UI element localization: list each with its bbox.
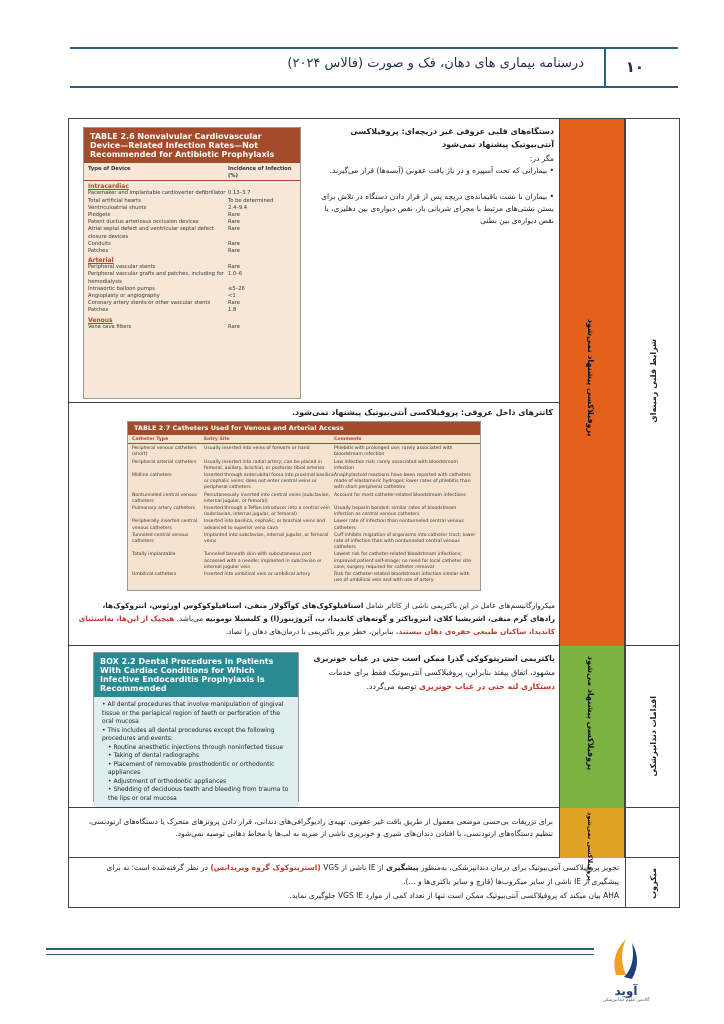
table-2-7-cell-comments: Lower rate of infection than nontunneled central venous catheters (334, 519, 464, 531)
table-2-7-row (128, 552, 480, 571)
section1-bullet-2: • بیماران با نشت باقیمانده‌ی دریچه پس از قرار دادن دستگاه در تلاش برای بستن نشتی‌های مرتبط با مجرای شریانی باز، نقص دیواره‌ی بین دهلیزی، یا نقص دیواره‌ی بین بطنی (321, 192, 554, 225)
table-2-6-cell-type: Pledgets (88, 212, 111, 219)
table-2-6-cell-type: Vena cava filters (88, 323, 132, 330)
dental-paragraph (309, 652, 555, 694)
page-header-title: درسنامه بیماری های دهان، فک و صورت (فالاس ۲۰۲۴) (287, 56, 584, 71)
footer-line-2 (46, 954, 594, 955)
catheter-paragraph-organisms: استافیلوکوک‌های کوآگولاز منفی، استافیلوکوکوس اورئوس، انتروکوک‌ها، راد‌های گرم منفی، اشریشیا کلای، انتروباکتر و گونه‌های کاندیدا، ب، آئروژینوز(ا) و کلبسیلا نومونیه (102, 601, 555, 623)
table-2-7-cell-type: Pulmonary artery catheters (132, 506, 196, 512)
table-2-7-cell-entry: Percutaneously inserted into central veins (subclavian, internal jugular, or femoral) (204, 492, 331, 504)
table-2-7-cell-type: Tunneled central venous catheters (132, 532, 189, 545)
table-2-7-cell-entry: Inserted through a Teflon introducer into a central vein (subclavian, internal jugular, or femoral) (204, 506, 330, 518)
green-strip-label: پروفیلاکسی پیشنهاد می‌شود (586, 656, 595, 771)
header-line-top (70, 47, 678, 49)
header-divider (604, 48, 606, 88)
footer-line-1 (46, 948, 594, 950)
table-2-7-cell-comments: Risk for catheter-related bloodstream infection similar with use of umbilical vein and with use of artery (334, 572, 470, 584)
table-2-7-cell-type: Peripheral arterial catheters (132, 459, 197, 465)
table-2-7-cell-entry: Usually inserted into veins of forearm or hand (204, 446, 310, 452)
table-2-6-cell-incidence: 1.0–6 (228, 271, 243, 278)
table-2-6-cell-incidence: Rare (228, 300, 240, 307)
table-2-7-cell-entry: Inserted into umbilical vein or umbilical artery (204, 572, 311, 578)
logo-mark-icon (596, 935, 656, 981)
section1-bullet-2-text: بیماران با نشت باقیمانده‌ی دریچه پس از قرار دادن دستگاه در تلاش برای بستن نشتی‌های مرتبط با مجرای شریانی باز، نقص دیواره‌ی بین دهلیزی، یا نقص دیواره‌ی بین بطنی (321, 192, 554, 225)
table-2-6-cell-type: Peripheral vascular stents (88, 264, 156, 271)
section4-l1b: پیشگیری (386, 863, 419, 872)
table-2-7-cell-entry: Inserted into basilica, cephalic, or brachial veins and advanced to superior vena cava (204, 519, 326, 531)
table-2-6-row (84, 271, 300, 285)
box-2-2-title: BOX 2.2 Dental Procedures in Patients With Cardiac Conditions for Which Infective Endocarditis Prophylaxis Is Recommended (94, 653, 298, 697)
table-2-6-row (84, 324, 300, 331)
section4-l1d: (استرپتوکوک گروه ویریدانس) (210, 863, 321, 872)
table-2-7-col-comments: Comments (334, 437, 362, 442)
table-2-7-cell-comments: Usually heparin bonded; similar rates of bloodstream infection as central venous catheters (334, 506, 457, 518)
box-2-2-item: • Shedding of deciduous teeth and bleeding from trauma to the lips or oral mucosa (108, 786, 289, 802)
table-2-6-cell-type: Angioplasty or angiography (88, 293, 160, 300)
avid-logo (596, 935, 656, 1005)
green-strip-recommended (559, 646, 625, 808)
box-2-2-line-1: • All dental procedures that involve manipulation of gingival tissue or the periapical region of teeth or perforation of the oral mucosa (102, 701, 284, 725)
table-2-6-row (84, 248, 300, 255)
table-2-7-col-entry: Entry Site (204, 437, 230, 442)
table-2-6-cell-type: Total artificial hearts (88, 197, 141, 204)
table-2-7-row (128, 506, 480, 518)
header-line-bottom (70, 86, 678, 88)
table-2-6-cell-incidence: Rare (228, 226, 240, 233)
section4-line-1 (79, 862, 619, 874)
content-table (68, 118, 680, 908)
table-2-7-row (128, 519, 480, 531)
table-2-7-cell-type: Peripherally inserted central venous catheters (132, 519, 198, 531)
table-2-6-cell-incidence: Rare (228, 264, 240, 271)
table-2-7-cell-type: Umbilical catheters (132, 572, 177, 578)
catheter-paragraph-highlight: هیچیک از این‌ها، به‌استثنای کاندیدا، ساکنان طبیعی حفره‌ی دهان نیستند. (78, 614, 555, 636)
orange-strip-not-recommended (559, 119, 625, 646)
table-2-6-row (84, 241, 300, 248)
logo-name: آوید (614, 984, 638, 998)
section-microbe (69, 858, 679, 908)
section4-l1c: از IE ناشی از VGS (323, 863, 384, 872)
table-2-6-cell-incidence: 2.4–9.4 (228, 204, 248, 211)
table-2-6-row (84, 198, 300, 205)
dental-line-3b: توصیه می‌گردد. (366, 682, 417, 691)
box-2-2-body (94, 697, 298, 807)
table-2-7-row (128, 572, 480, 584)
table-2-6-row (84, 264, 300, 271)
dental-line-1: باکتریمی استرپتوکوکی گذرا ممکن است حتی در غیاب خونریزی (313, 654, 555, 663)
table-2-6-cell-type: Patches (88, 248, 109, 255)
catheter-paragraph-c: می‌باشد. (176, 614, 204, 623)
table-2-6-row (84, 205, 300, 212)
table-2-6-row (84, 286, 300, 293)
dental-line-3-highlight: دستکاری لثه حتی در غیاب خونریزی (418, 682, 555, 691)
table-2-7-cell-type: Peripheral venous catheters (short) (132, 446, 197, 458)
table-2-6-row (84, 226, 300, 240)
dental-line-2: مشهود، اتفاق بیفتد بنابراین، پروفیلاکسی آنتی‌بیوتیک فقط برای خدمات (328, 668, 555, 677)
table-2-7-cell-entry: Implanted into subclavian, internal jugular, or femoral veins (204, 532, 329, 545)
side-label-dental: اقدامات دندانپزشکی (649, 696, 658, 777)
table-2-6-group-venous: Venous (88, 316, 113, 324)
table-2-6-col-type: Type of Device (88, 166, 131, 172)
catheter-heading: کاتترهای داخل عروقی: پروفیلاکسی آنتی‌بیوتیک پیشنهاد نمی‌شود. (291, 408, 553, 417)
catheter-paragraph-a: میکروارگانیسم‌های عامل در این باکتریمی ناشی از کاتاتر شامل (365, 601, 555, 610)
table-2-6-cell-incidence: Rare (228, 219, 240, 226)
logo-tagline: آکادمی علوم دندانپزشکی (602, 998, 650, 1003)
section1-heading: دستگاه‌های قلبی عروقی غیر دریچه‌ای: پروفیلاکسی آنتی‌بیوتیک پیشنهاد نمی‌شود (350, 127, 554, 149)
section1-bullet-1: • بیمارانی که تحت آسپیره و در ناژ یافت عفونی (آبسه‌ها) قرار می‌گیرند. (329, 166, 554, 175)
table-2-6-cell-type: Atrial septal defect and ventricular septal defect closure devices (88, 226, 214, 240)
box-2-2-item: • Adjustment of orthodontic appliances (108, 777, 227, 785)
table-2-7-cell-comments: Low infection risk; rarely associated with bloodstream infection (334, 459, 458, 471)
section1-bullet-1-text: بیمارانی که تحت آسپیره و در ناژ یافت عفونی (آبسه‌ها) قرار می‌گیرند. (329, 166, 548, 175)
box-2-2-item: • Routine anesthetic injections through noninfected tissue (108, 743, 284, 751)
table-2-7-cell-entry: Usually inserted into radial artery; can be placed in femoral, axillary, brachial, or posterior tibial arteries (204, 459, 325, 471)
table-2-6-cell-incidence: To be determined (228, 197, 274, 204)
table-2-6-row (84, 212, 300, 219)
box-2-2-item: • Placement of removable prosthodontic or orthodontic appliances (108, 760, 275, 776)
table-2-6-row (84, 293, 300, 300)
table-2-6-group-arterial: Arterial (88, 257, 114, 265)
table-2-6-cell-type: Intraaortic balloon pumps (88, 285, 155, 292)
table-2-7-row (128, 493, 480, 505)
box-2-2-item: • Taking of dental radiographs (108, 752, 200, 759)
table-2-6-cell-type: Coronary artery stents or other vascular stents (88, 300, 211, 307)
table-2-7 (127, 421, 481, 591)
yellow-strip (559, 808, 625, 881)
table-2-6-cell-incidence: Rare (228, 240, 240, 247)
table-2-7-cell-type: Nontunneled central venous catheters (132, 492, 198, 504)
yellow-strip-label: پروفیلاکسی نمی‌شود (586, 812, 594, 881)
table-2-6-row (84, 307, 300, 314)
table-2-6-cell-type: Peripheral vascular grafts and patches, including for hemodialysis (88, 271, 224, 285)
table-2-6-cell-incidence: Rare (228, 323, 240, 330)
catheter-paragraph-e: بنابراین، خطر بروز باکتریمی با درمان‌های دهان را تضاد. (225, 627, 394, 636)
table-2-6-cell-type: Ventriculoatrial shunts (88, 204, 147, 211)
section4-line-2: پیشگیری از IE ناشی از سایر میکروب‌ها (قارچ و سایر باکتری‌ها و ...). (403, 877, 619, 886)
section1-intro: مگر در: (529, 154, 554, 163)
table-2-6 (83, 127, 301, 399)
table-2-7-cell-comments: Phlebitis with prolonged use; rarely associated with bloodstream infection (334, 446, 453, 458)
table-2-7-cell-comments: Account for most catheter-related bloodstream infections (334, 492, 466, 498)
catheter-paragraph (77, 599, 555, 638)
table-2-7-cell-comments: Lowest risk for catheter-related bloodstream infections; improved patient self-image; no need for local catheter site care; surgery required for catheter removal (334, 552, 472, 570)
table-2-7-row (128, 473, 480, 492)
table-2-6-cell-incidence: 0.13–3.7 (228, 190, 251, 197)
side-label-microbe: میکروب (649, 868, 658, 899)
table-2-7-cell-entry: Tunneled beneath skin with subcutaneous port accessed with a needle; implanted in subclavian or internal jugular vein (204, 552, 322, 570)
table-2-6-cell-incidence: Rare (228, 248, 240, 255)
table-2-7-row (128, 460, 480, 472)
table-2-6-cell-type: Pacemaker and implantable cardioverter defibrillator (88, 190, 226, 197)
table-2-7-row (128, 446, 480, 458)
box-2-2-line-2: • This includes all dental procedures except the following procedures and events: (102, 726, 275, 742)
table-2-6-cell-type: Conduits (88, 240, 111, 247)
table-2-6-cell-incidence: 1.8 (228, 307, 237, 314)
section-cardiac-devices (69, 119, 679, 646)
table-2-7-cell-entry: Inserted through antecubital fossa into proximal basilica or cephalic veins; does not enter central veins or peripheral catheters (204, 473, 334, 491)
table-2-7-cell-type: Midline catheters (132, 473, 172, 479)
table-2-7-cell-comments: Anaphylactoid reactions have been reported with catheters made of elastomeric hydrogel; lower rates of phlebitis than with short peripheral catheters (334, 473, 471, 491)
table-2-7-cell-type: Totally implantable (132, 552, 176, 558)
box-2-2 (93, 652, 299, 802)
page-number: ۱۰ (625, 58, 644, 76)
table-2-7-col-type: Catheter Type (132, 437, 169, 442)
table-2-6-row (84, 219, 300, 226)
table-2-6-group-intracardiac: Intracardiac (88, 183, 129, 191)
table-2-6-col-incidence: Incidence of Infection (%) (228, 166, 292, 180)
section-dental-procedures (69, 646, 679, 808)
section4-l1e: در نظر گرفته‌شده است؛ نه برای (106, 863, 208, 872)
table-2-7-title: TABLE 2.7 Catheters Used for Venous and Arterial Access (128, 422, 480, 435)
side-label-cardiac: شرایط قلبی زمینه‌ای (649, 339, 658, 423)
section3-text: برای تزریقات بی‌حسی موضعی معمول از طریق بافت غیر عفونی، تهیه‌ی رادیوگرافی‌های دندانی، قرار دادن پروتزهای متحرک یا دستگاه‌های ارتودنسی، تنظیم دستگاه‌های ارتودنسی، یا افتادن دندان‌های شیری و خونریزی ناشی از ضربه به لب‌ها یا مخاط دهانی توصیه نمی‌شود. (88, 817, 553, 838)
table-2-6-cell-type: Patches (88, 307, 109, 314)
section4-l1a: تجویز پروفیلاکسی آنتی‌بیوتیک برای درمان دندانپزشکی، به‌منظور (420, 863, 619, 872)
table-2-6-cell-incidence: ≤5–26 (228, 285, 245, 292)
table-2-6-cell-incidence: <1 (228, 293, 236, 300)
table-2-7-row (128, 533, 480, 552)
table-2-6-row (84, 300, 300, 307)
section4-line-3: AHA بیان میکند که پروفیلاکسی آنتی‌بیوتیک ممکن است تنها از تعداد کمی از موارد VGS IE جلوگیری نماید. (289, 891, 619, 900)
table-2-6-cell-type: Patent ductus arteriosus occlusion devices (88, 219, 199, 226)
table-2-6-cell-incidence: Rare (228, 212, 240, 219)
table-2-7-cell-comments: Cuff inhibits migration of organisms into catheter tract; lower rate of infection than with nontunneled central venous catheters (334, 532, 476, 551)
table-2-6-title: TABLE 2.6 Nonvalvular Cardiovascular Device—Related Infection Rates—Not Recommended for Antibiotic Prophylaxis (84, 128, 300, 163)
table-2-6-row (84, 190, 300, 197)
orange-strip-label: پروفیلاکسی پیشنهاد نمی‌شود (586, 319, 595, 437)
